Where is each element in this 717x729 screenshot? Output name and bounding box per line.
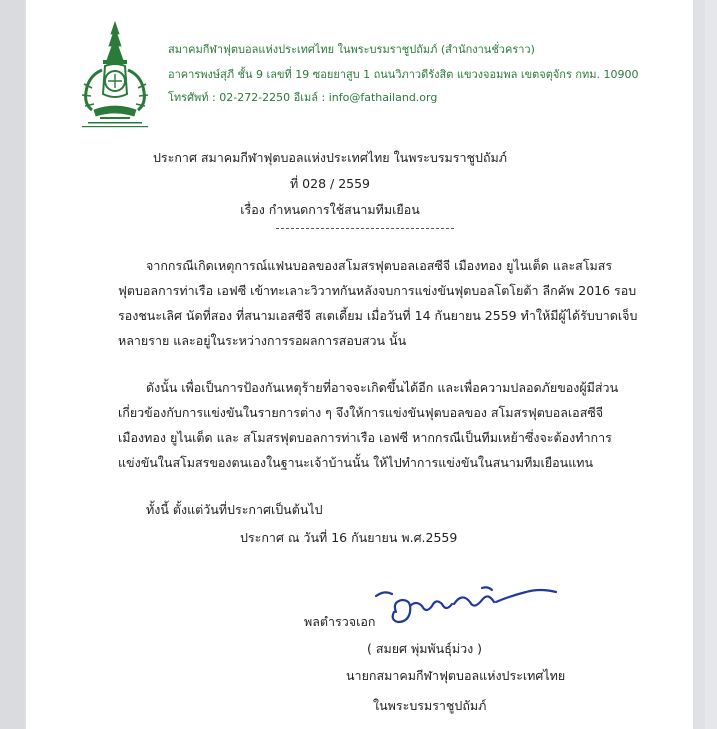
handwritten-signature xyxy=(370,582,560,636)
body-paragraph-2: ดังนั้น เพื่อเป็นการป้องกันเหตุร้ายที่อาจจะเกิดขึ้นได้อีก และเพื่อความปลอดภัยของผู้มีส่วนเกี่ยวข้องกับการแข่งขันในรายการต่าง ๆ จึงให้การแข่งขันฟุตบอลของ สโมสรฟุตบอลเอสซีจี เมืองทอง ยูไนเต็ด และ สโมสรฟุตบอลการท่าเรือ เอฟซี หากกรณีเป็นทีมเหย้าซึ่งจะต้องทำการแข่งขันในสโมสรของตนเองในฐานะเจ้าบ้านนั้น ให้ไปทำการแข่งขันในสนามทีมเยือนแทน xyxy=(118,380,619,470)
org-name: สมาคมกีฬาฟุตบอลแห่งประเทศไทย ในพระบรมราชูปถัมภ์ (สำนักงานชั่วคราว) xyxy=(168,43,535,56)
notice-number: ที่ 028 / 2559 xyxy=(289,176,371,191)
page-background-right xyxy=(705,0,717,729)
fa-crest-icon xyxy=(72,18,158,130)
notice-title: ประกาศ สมาคมกีฬาฟุตบอลแห่งประเทศไทย ในพระบรมราชูปถัมภ์ xyxy=(153,150,507,165)
divider xyxy=(276,228,454,229)
org-address: อาคารพงษ์สุภี ชั้น 9 เลขที่ 19 ซอยยาสูบ 1 ถนนวิภาวดีรังสิต แขวงจอมพล เขตจตุจักร กทม. 10900 xyxy=(168,68,639,81)
signer-position: นายกสมาคมกีฬาฟุตบอลแห่งประเทศไทย xyxy=(346,668,566,683)
org-contact: โทรศัพท์ : 02-272-2250 อีเมล์ : info@fathailand.org xyxy=(168,91,438,104)
signer-position-royal: ในพระบรมราชูปถัมภ์ xyxy=(373,698,487,713)
document-page xyxy=(26,0,693,729)
body-paragraph-1: จากกรณีเกิดเหตุการณ์แฟนบอลของสโมสรฟุตบอลเอสซีจี เมืองทอง ยูไนเต็ด และสโมสรฟุตบอลการท่าเรือ เอฟซี เข้าทะเลาะวิวาทกันหลังจบการแข่งขันฟุตบอลโตโยต้า ลีกคัพ 2016 รอบรองชนะเลิศ นัดที่สอง ที่สนามเอสซีจี สเตเดี้ยม เมื่อวันที่ 14 กันยายน 2559 ทำให้มีผู้ได้รับบาดเจ็บหลายราย และอยู่ในระหว่างการรอผลการสอบสวน นั้น xyxy=(118,258,638,348)
page-background-left xyxy=(0,0,24,729)
signer-name: ( สมยศ พุ่มพันธุ์ม่วง ) xyxy=(367,641,483,656)
announcement-date: ประกาศ ณ วันที่ 16 กันยายน พ.ศ.2559 xyxy=(240,530,458,545)
body-paragraph-3: ทั้งนี้ ตั้งแต่วันที่ประกาศเป็นต้นไป xyxy=(146,502,323,517)
signer-rank: พลตำรวจเอก xyxy=(304,614,376,629)
notice-subject: เรื่อง กำหนดการใช้สนามทีมเยือน xyxy=(240,202,420,217)
